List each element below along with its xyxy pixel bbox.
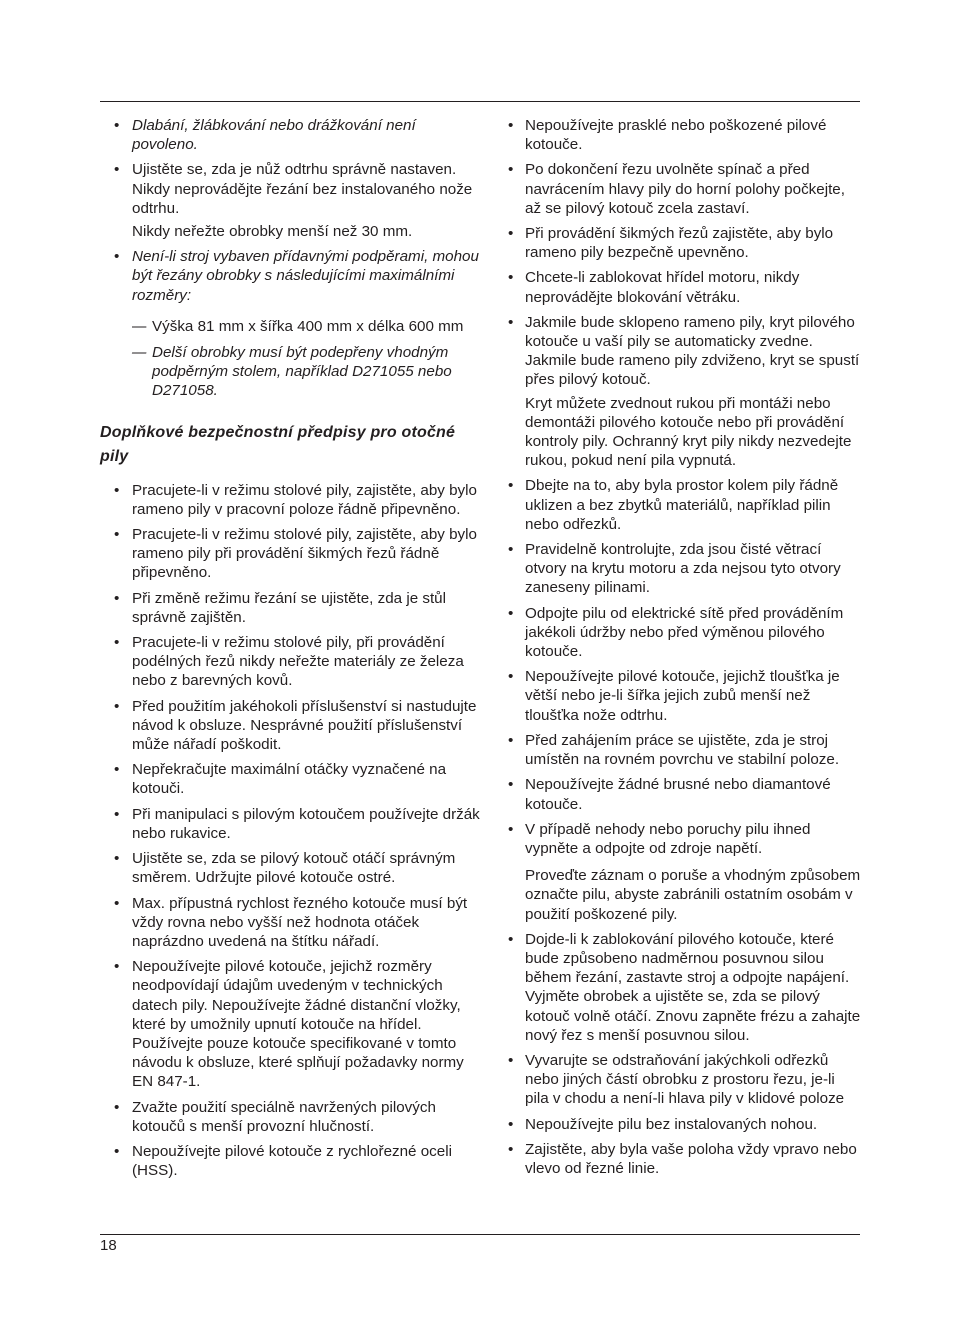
right-bullet-list [506, 116, 862, 1178]
list-item: • Pracujete-li v režimu stolové pily, zajistěte, aby bylo rameno pily v pracovní poloze řádně připevněno. [100, 481, 480, 519]
list-item-text: • Po dokončení řezu uvolněte spínač a před navrácením hlavy pily do horní polohy počkejte, až se pilový kotouč zcela zastaví. [525, 161, 845, 217]
list-item-text: • Ujistěte se, zda je nůž odtrhu správně nastaven. Nikdy neprovádějte řezání bez instalovaného nože odtrhu. [132, 161, 473, 217]
list-item [506, 731, 862, 769]
list-item [506, 1051, 862, 1109]
left-column [100, 116, 480, 1186]
list-item-text: • Nepoužívejte pilové kotouče, jejichž tloušťka je větší nebo je-li šířka jejich zubů menší než tloušťka nože odtrhu. [525, 668, 840, 724]
list-item [506, 224, 862, 262]
list-item-text: • Při provádění šikmých řezů zajistěte, aby bylo rameno pily bezpečně upevněno. [525, 225, 834, 262]
list-item: • Při manipulaci s pilovým kotoučem používejte držák nebo rukavice. [100, 805, 480, 843]
list-item [506, 116, 862, 154]
list-item: • Pracujete-li v režimu stolové pily, při provádění podélných řezů nikdy neřežte materiály ze železa nebo z barevných kovů. [100, 633, 480, 691]
list-item-text: • Dojde-li k zablokování pilového kotouče, které bude způsobeno nadměrnou posuvnou silou během řezání, zastavte stroj a odpojte napájení. Vyjměte obrobek a ujistěte se, zda se pilový kotouč volně otáčí. Znovu zapněte frézu a zahajte nový řez s menší posuvnou silou. [525, 930, 861, 1044]
dash-item: – Výška 81 mm x šířka 400 mm x délka 600 mm [132, 317, 480, 336]
list-item-text: • Jakmile bude sklopeno rameno pily, kryt pilového kotouče u vaší pily se automaticky zvedne. Jakmile bude rameno pily zdviženo, kryt se spustí přes pilový kotouč. [525, 313, 860, 389]
list-item [506, 1140, 862, 1178]
list-item: • Nepoužívejte pilové kotouče, jejichž rozměry neodpovídají údajům uvedeným v technických datech pily. Nepoužívejte žádné distanční vložky, které by umožnily upnutí kotouče na hřídel. Používejte pouze kotouče specifikované v tomto návodu k obsluze, které splňují požadavky normy EN 847-1. [100, 957, 480, 1091]
list-item-text: • Dbejte na to, aby byla prostor kolem pily řádně uklizen a bez zbytků materiálů, například pilin nebo odřezků. [525, 477, 839, 533]
list-item-extra-text: Kryt můžete zvednout rukou při montáži nebo demontáži pilového kotouče nebo při provádění kontroly pily. Ochranný kryt pily nikdy nezvedejte rukou, pokud není pila vypnutá. [525, 394, 852, 470]
list-item [506, 160, 862, 218]
list-item [506, 268, 862, 306]
list-item-text: • Nepoužívejte prasklé nebo poškozené pilové kotouče. [525, 117, 827, 154]
right-column [506, 116, 862, 1184]
list-item: • Nepřekračujte maximální otáčky vyznačené na kotouči. [100, 760, 480, 798]
list-item-extra-text: Nikdy neřežte obrobky menší než 30 mm. [132, 223, 413, 241]
list-item [100, 116, 480, 154]
list-item-text: • Před zahájením práce se ujistěte, zda je stroj umístěn na rovném povrchu ve stabilní poloze. [525, 731, 840, 769]
list-item: • Před použitím jakéhokoli příslušenství si nastudujte návod k obsluze. Nesprávné použití příslušenství může nářadí poškodit. [100, 697, 480, 755]
list-item [506, 775, 862, 813]
list-item [506, 667, 862, 725]
list-item [506, 476, 862, 534]
list-item-text: • Zajistěte, aby byla vaše poloha vždy vpravo nebo vlevo od řezné linie. [525, 1140, 857, 1177]
list-item [506, 540, 862, 598]
list-item [100, 160, 480, 241]
section-heading: Doplňkové bezpečnostní předpisy pro otočné pily [100, 423, 456, 465]
list-item [506, 604, 862, 662]
list-item: • Při změně režimu řezání se ujistěte, zda je stůl správně zajištěn. [100, 589, 480, 627]
list-item-text: • Vyvarujte se odstraňování jakýchkoli odřezků nebo jiných částí obrobku z prostoru řezu, je-li pila v chodu a není-li hlava pily v klidové poloze [525, 1051, 845, 1108]
list-item-text: • Pravidelně kontrolujte, zda jsou čisté větrací otvory na krytu motoru a zda nejsou tyto otvory zaneseny pilinami. [525, 541, 841, 597]
left-bullet-list-top [100, 116, 480, 401]
header-rule [100, 101, 860, 102]
left-bullet-list-section [100, 481, 480, 1181]
list-item: • Max. přípustná rychlost řezného kotouče musí být vždy rovna nebo vyšší než hodnota otáček naprázdno uvedená na štítku nářadí. [100, 894, 480, 952]
list-item: • Ujistěte se, zda se pilový kotouč otáčí správným směrem. Udržujte pilové kotouče ostré. [100, 849, 480, 887]
dash-item: – Delší obrobky musí být podepřeny vhodným podpěrným stolem, například D271055 nebo D271058. [132, 343, 480, 401]
list-item [506, 1115, 862, 1134]
list-item-text: • Nepoužívejte žádné brusné nebo diamantové kotouče. [525, 776, 831, 813]
list-item: • Pracujete-li v režimu stolové pily, zajistěte, aby bylo rameno pily při provádění šikmých řezů řádně připevněno. [100, 525, 480, 583]
list-item-text: • Odpojte pilu od elektrické sítě před prováděním jakékoli údržby nebo před výměnou pilového kotouče. [525, 604, 844, 661]
dash-list [132, 317, 480, 401]
list-item-text: • Nepoužívejte pilu bez instalovaných nohou. [525, 1115, 818, 1133]
page-number: 18 [100, 1237, 117, 1254]
list-item: • Zvažte použití speciálně navržených pilových kotoučů s menší provozní hlučností. [100, 1098, 480, 1136]
list-item-text: Není-li stroj vybaven přídavnými podpěrami, mohou být řezány obrobky s následujícími maximálními rozměry: [132, 248, 479, 304]
list-item [506, 820, 862, 924]
list-item-text: • Chcete-li zablokovat hřídel motoru, nikdy neprovádějte blokování větráku. [525, 269, 800, 306]
list-item: • Nepoužívejte pilové kotouče z rychlořezné oceli (HSS). [100, 1142, 480, 1180]
list-item-text: Dlabání, žlábkování nebo drážkování není povoleno. [132, 117, 416, 154]
list-item [100, 247, 480, 400]
footer-rule [100, 1234, 860, 1235]
list-item-text: • V případě nehody nebo poruchy pilu ihned vypněte a odpojte od zdroje napětí. [525, 820, 811, 857]
list-item [506, 930, 862, 1045]
list-item-extra-text: Proveďte záznam o poruše a vhodným způsobem označte pilu, abyste zabránili ostatním osobám v použití poškozené pily. [525, 867, 861, 923]
list-item [506, 313, 862, 471]
